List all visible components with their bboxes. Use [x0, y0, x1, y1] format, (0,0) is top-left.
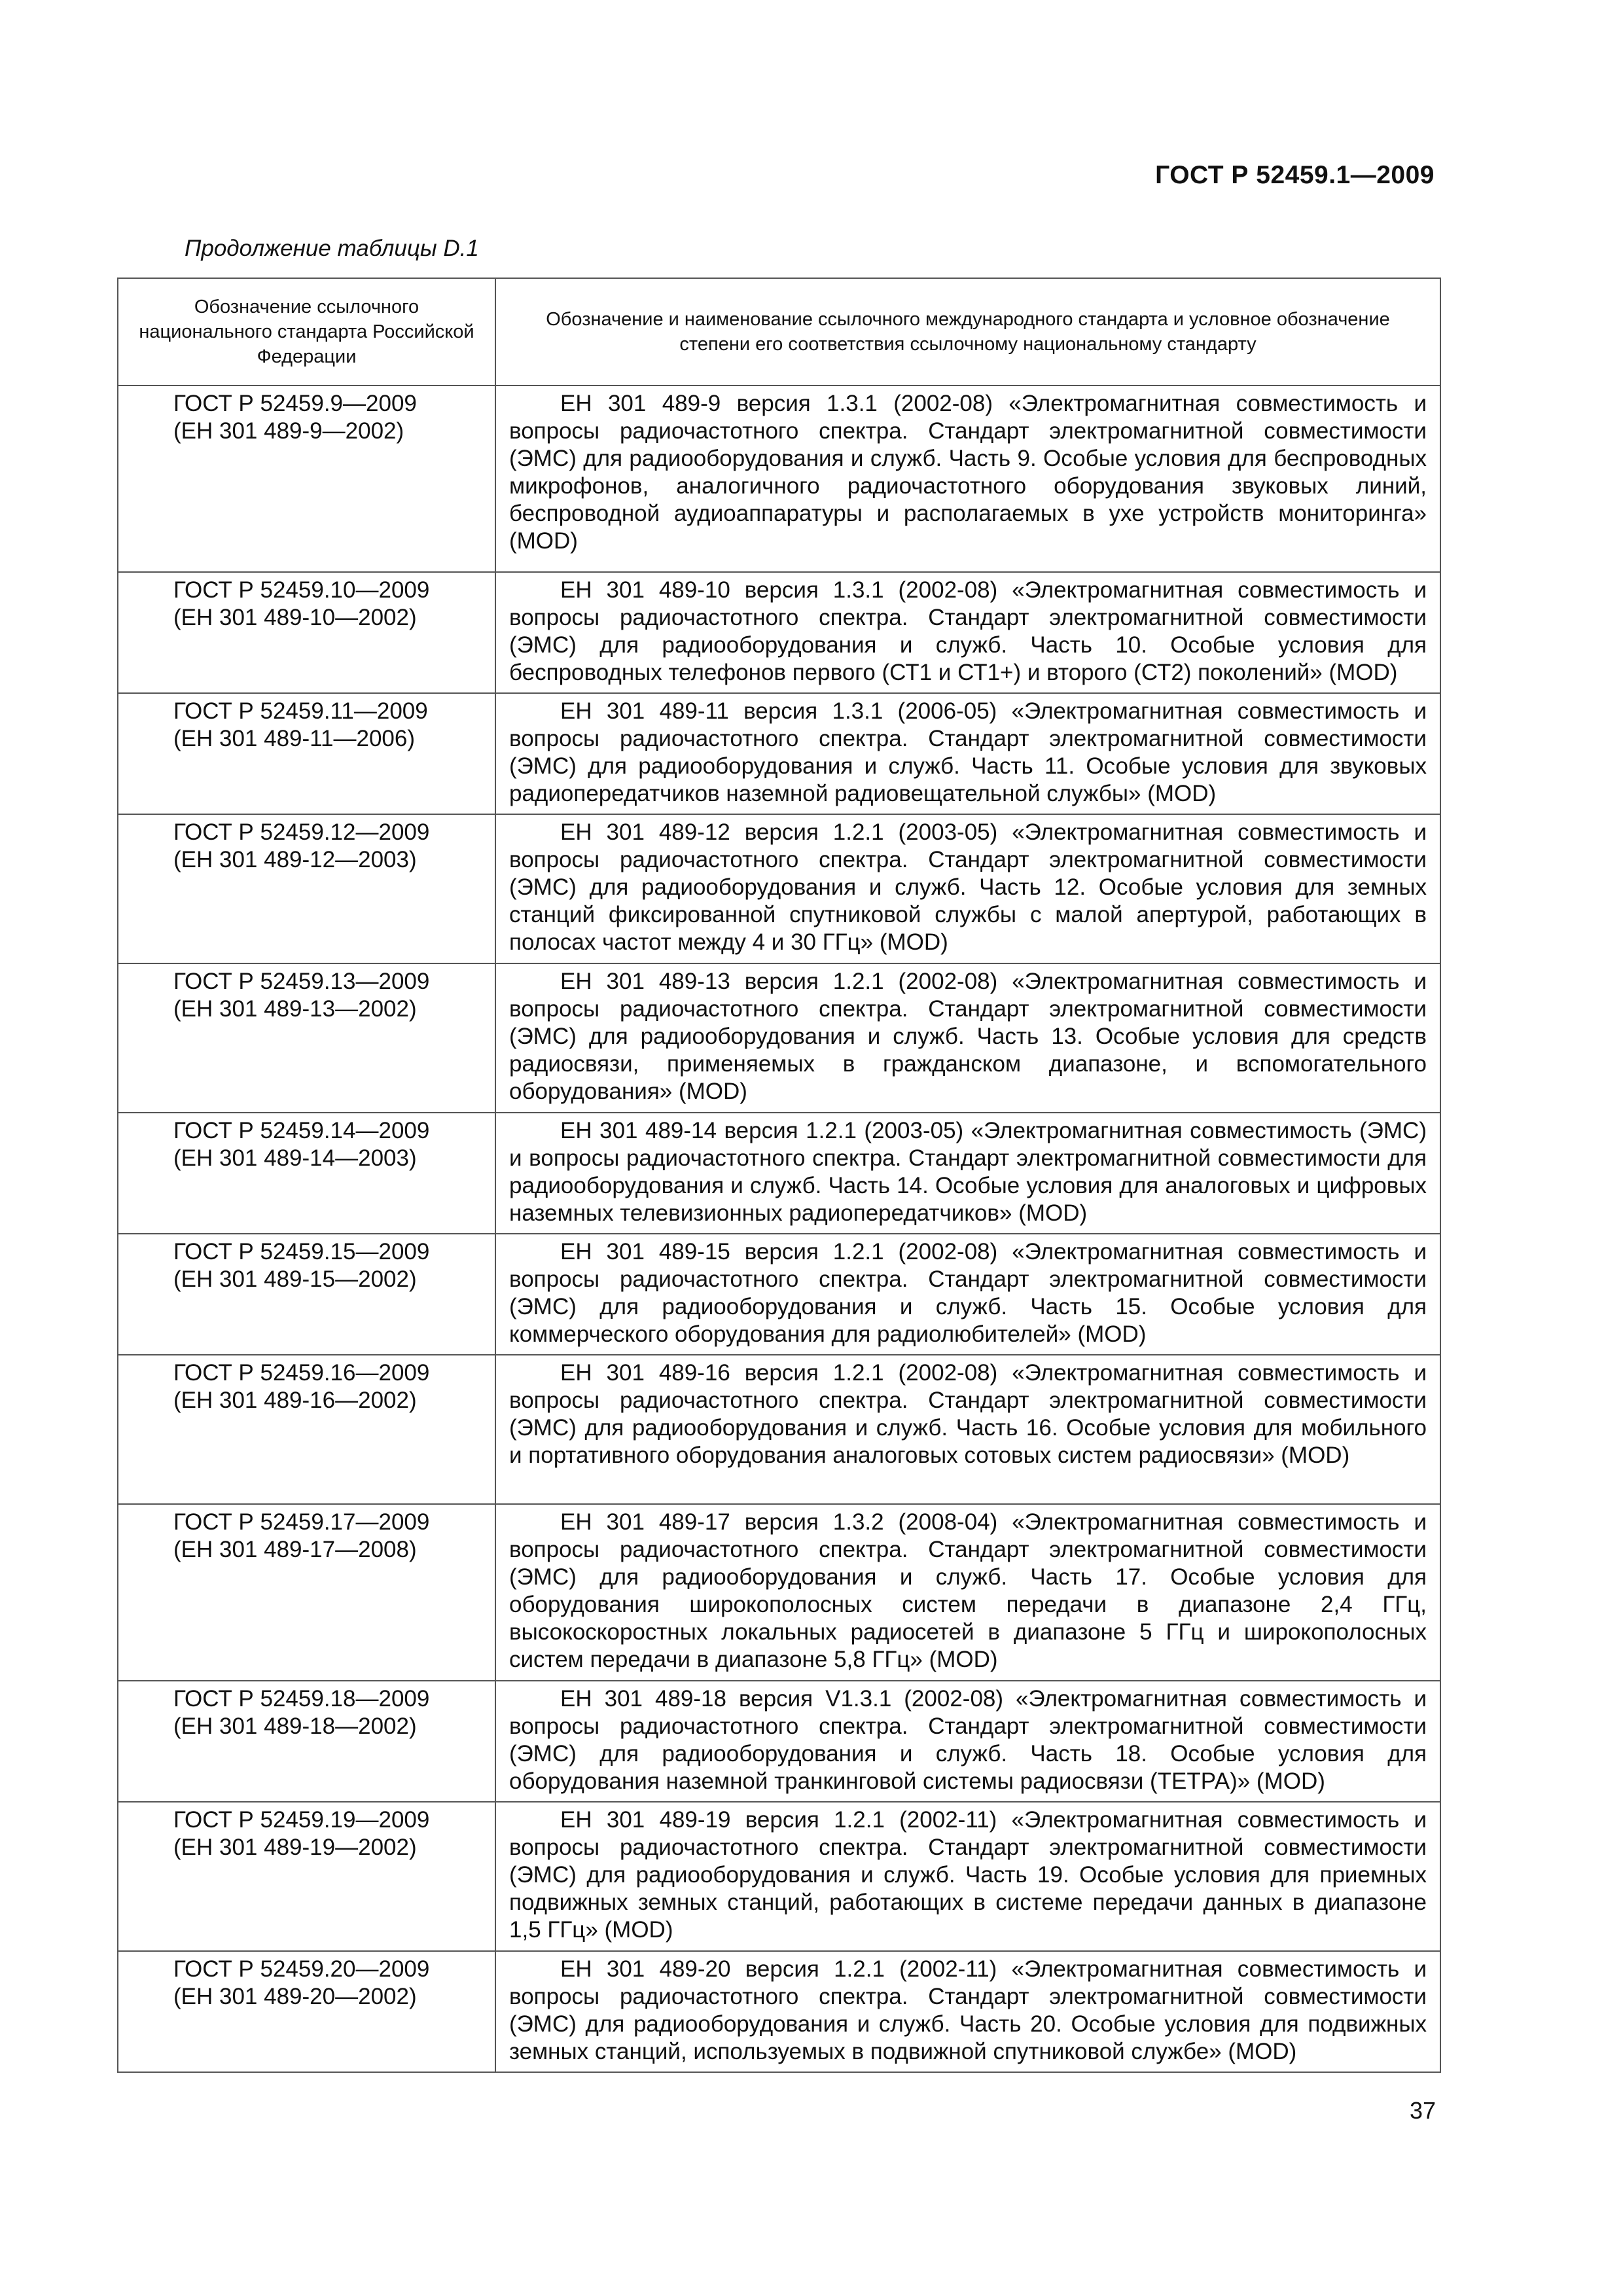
header-national-standard: Обозначение ссылочного национального стандарта Российской Федерации [118, 278, 495, 386]
document-code: ГОСТ Р 52459.1—2009 [1155, 161, 1435, 189]
national-standard-cell [118, 1234, 495, 1355]
table-row [118, 1113, 1440, 1234]
national-equivalent: (ЕН 301 489-10—2002) [173, 605, 417, 630]
page-number: 37 [1409, 2097, 1436, 2124]
national-code: ГОСТ Р 52459.20—2009 [173, 1956, 430, 1982]
table-row [118, 693, 1440, 814]
national-code: ГОСТ Р 52459.18—2009 [173, 1686, 430, 1712]
national-standard-cell [118, 572, 495, 693]
reference-standards-table [117, 278, 1441, 2073]
table-row [118, 1355, 1440, 1504]
national-standard-cell [118, 693, 495, 814]
international-standard-cell: ЕН 301 489-12 версия 1.2.1 (2003-05) «Электромагнитная совместимость и вопросы радиочастотного спектра. Стандарт электромагнитной совместимости (ЭМС) для радиооборудования и служб. Часть 12. Особые условия для земных станций фиксированной спутниковой службы с малой апертурой, работающих в полосах частот между 4 и 30 ГГц» (MOD) [495, 814, 1440, 963]
international-standard-cell: ЕН 301 489-16 версия 1.2.1 (2002-08) «Электромагнитная совместимость и вопросы радиочастотного спектра. Стандарт электромагнитной совместимости (ЭМС) для радиооборудования и служб. Часть 16. Особые условия для мобильного и портативного оборудования аналоговых сотовых систем радиосвязи» (MOD) [495, 1355, 1440, 1504]
national-code: ГОСТ Р 52459.9—2009 [173, 391, 417, 416]
international-standard-cell: ЕН 301 489-9 версия 1.3.1 (2002-08) «Электромагнитная совместимость и вопросы радиочастотного спектра. Стандарт электромагнитной совместимости (ЭМС) для радиооборудования и служб. Часть 9. Особые условия для беспроводных микрофонов, аналогичного радиочастотного оборудования звуковых линий, беспроводной аудиоаппаратуры и располагаемых в ухе устройств мониторинга» (MOD) [495, 386, 1440, 572]
national-equivalent: (ЕН 301 489-9—2002) [173, 418, 404, 444]
national-code: ГОСТ Р 52459.10—2009 [173, 577, 430, 603]
national-standard-cell [118, 1802, 495, 1951]
table-header-row [118, 278, 1440, 386]
table-row [118, 1504, 1440, 1681]
national-equivalent: (ЕН 301 489-20—2002) [173, 1984, 417, 2009]
national-standard-cell [118, 1113, 495, 1234]
header-international-standard: Обозначение и наименование ссылочного международного стандарта и условное обозначение степени его соответствия ссылочному национальному стандарту [495, 278, 1440, 386]
national-equivalent: (ЕН 301 489-16—2002) [173, 1388, 417, 1413]
table-row [118, 572, 1440, 693]
international-standard-cell: ЕН 301 489-17 версия 1.3.2 (2008-04) «Электромагнитная совместимость и вопросы радиочастотного спектра. Стандарт электромагнитной совместимости (ЭМС) для радиооборудования и служб. Часть 17. Особые условия для оборудования широкополосных систем передачи в диапазоне 2,4 ГГц, высокоскоростных локальных радиосетей в диапазоне 5 ГГц и широкополосных систем передачи в диапазоне 5,8 ГГц» (MOD) [495, 1504, 1440, 1681]
national-standard-cell [118, 1951, 495, 2072]
national-equivalent: (ЕН 301 489-12—2003) [173, 847, 417, 872]
national-standard-cell [118, 963, 495, 1113]
table-row [118, 1681, 1440, 1802]
national-equivalent: (ЕН 301 489-13—2002) [173, 996, 417, 1022]
national-standard-cell [118, 814, 495, 963]
table-row [118, 1951, 1440, 2072]
international-standard-cell: ЕН 301 489-10 версия 1.3.1 (2002-08) «Электромагнитная совместимость и вопросы радиочастотного спектра. Стандарт электромагнитной совместимости (ЭМС) для радиооборудования и служб. Часть 10. Особые условия для беспроводных телефонов первого (СТ1 и СТ1+) и второго (СТ2) поколений» (MOD) [495, 572, 1440, 693]
national-standard-cell [118, 1504, 495, 1681]
national-code: ГОСТ Р 52459.15—2009 [173, 1239, 430, 1265]
international-standard-cell: ЕН 301 489-20 версия 1.2.1 (2002-11) «Электромагнитная совместимость и вопросы радиочастотного спектра. Стандарт электромагнитной совместимости (ЭМС) для радиооборудования и служб. Часть 20. Особые условия для подвижных земных станций, используемых в подвижной спутниковой службе» (MOD) [495, 1951, 1440, 2072]
national-standard-cell [118, 1355, 495, 1504]
national-standard-cell [118, 386, 495, 572]
international-standard-cell: ЕН 301 489-11 версия 1.3.1 (2006-05) «Электромагнитная совместимость и вопросы радиочастотного спектра. Стандарт электромагнитной совместимости (ЭМС) для радиооборудования и служб. Часть 11. Особые условия для звуковых радиопередатчиков наземной радиовещательной службы» (MOD) [495, 693, 1440, 814]
international-standard-cell: ЕН 301 489-19 версия 1.2.1 (2002-11) «Электромагнитная совместимость и вопросы радиочастотного спектра. Стандарт электромагнитной совместимости (ЭМС) для радиооборудования и служб. Часть 19. Особые условия для приемных подвижных земных станций, работающих в системе передачи данных в диапазоне 1,5 ГГц» (MOD) [495, 1802, 1440, 1951]
international-standard-cell: ЕН 301 489-14 версия 1.2.1 (2003-05) «Электромагнитная совместимость (ЭМС) и вопросы радиочастотного спектра. Стандарт электромагнитной совместимости для радиооборудования и служб. Часть 14. Особые условия для аналоговых и цифровых наземных телевизионных радиопередатчиков» (MOD) [495, 1113, 1440, 1234]
table-row [118, 814, 1440, 963]
table-row [118, 1234, 1440, 1355]
national-equivalent: (ЕН 301 489-18—2002) [173, 1713, 417, 1739]
international-standard-cell: ЕН 301 489-15 версия 1.2.1 (2002-08) «Электромагнитная совместимость и вопросы радиочастотного спектра. Стандарт электромагнитной совместимости (ЭМС) для радиооборудования и служб. Часть 15. Особые условия для коммерческого оборудования для радиолюбителей» (MOD) [495, 1234, 1440, 1355]
national-equivalent: (ЕН 301 489-11—2006) [173, 726, 416, 751]
national-code: ГОСТ Р 52459.14—2009 [173, 1118, 430, 1143]
national-code: ГОСТ Р 52459.16—2009 [173, 1360, 430, 1386]
international-standard-cell: ЕН 301 489-13 версия 1.2.1 (2002-08) «Электромагнитная совместимость и вопросы радиочастотного спектра. Стандарт электромагнитной совместимости (ЭМС) для радиооборудования и служб. Часть 13. Особые условия для средств радиосвязи, применяемых в гражданском диапазоне, и вспомогательного оборудования» (MOD) [495, 963, 1440, 1113]
table-row [118, 386, 1440, 572]
national-code: ГОСТ Р 52459.13—2009 [173, 969, 430, 994]
national-code: ГОСТ Р 52459.19—2009 [173, 1807, 430, 1833]
national-code: ГОСТ Р 52459.11—2009 [173, 698, 428, 724]
table-row [118, 963, 1440, 1113]
national-standard-cell [118, 1681, 495, 1802]
national-code: ГОСТ Р 52459.12—2009 [173, 819, 430, 845]
national-code: ГОСТ Р 52459.17—2009 [173, 1509, 430, 1535]
international-standard-cell: ЕН 301 489-18 версия V1.3.1 (2002-08) «Электромагнитная совместимость и вопросы радиочастотного спектра. Стандарт электромагнитной совместимости (ЭМС) для радиооборудования и служб. Часть 18. Особые условия для оборудования наземной транкинговой системы радиосвязи (ТЕТРА)» (MOD) [495, 1681, 1440, 1802]
table-row [118, 1802, 1440, 1951]
table-caption: Продолжение таблицы D.1 [185, 236, 479, 261]
national-equivalent: (ЕН 301 489-14—2003) [173, 1145, 417, 1171]
national-equivalent: (ЕН 301 489-17—2008) [173, 1537, 417, 1562]
national-equivalent: (ЕН 301 489-19—2002) [173, 1835, 417, 1860]
national-equivalent: (ЕН 301 489-15—2002) [173, 1266, 417, 1292]
